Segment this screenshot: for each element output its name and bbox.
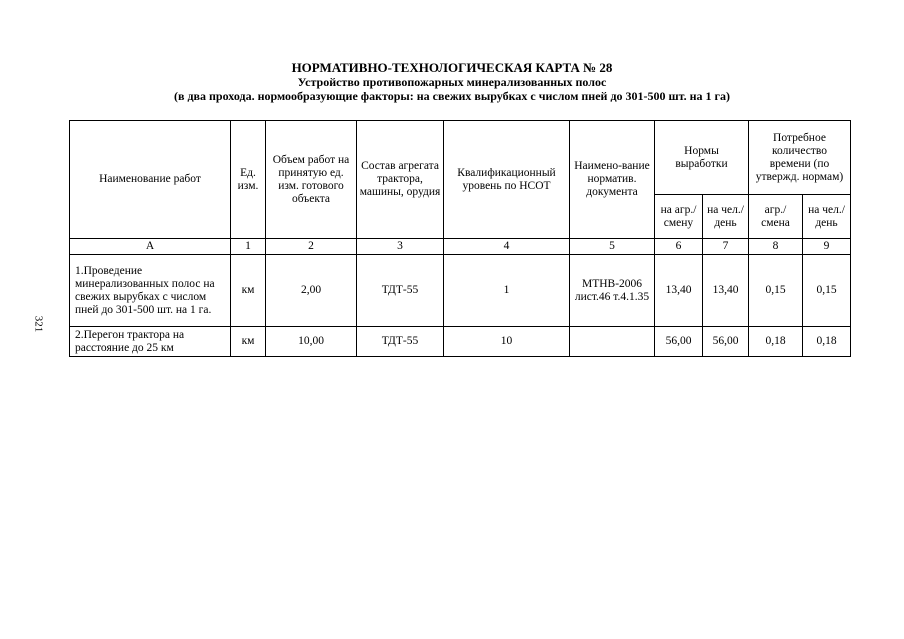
table-row	[70, 255, 851, 327]
header-norms: Нормы выработки	[655, 121, 749, 195]
column-number: 9	[803, 239, 851, 255]
row-document: МТНВ-2006 лист.46 т.4.1.35	[570, 255, 655, 327]
document-header	[0, 60, 904, 104]
column-number: А	[70, 239, 231, 255]
row-norm-person: 56,00	[703, 327, 749, 357]
table-row	[70, 327, 851, 357]
column-number: 7	[703, 239, 749, 255]
page-number: 321	[32, 315, 45, 333]
header-volume: Объем работ на принятую ед. изм. готового объекта	[266, 121, 357, 239]
row-name: 2.Перегон трактора на расстояние до 25 км	[70, 327, 231, 357]
row-qualification: 10	[444, 327, 570, 357]
column-number: 3	[357, 239, 444, 255]
row-qualification: 1	[444, 255, 570, 327]
header-unit-composition: Состав агрегата трактора, машины, орудия	[357, 121, 444, 239]
header-qualification: Квалификационный уровень по НСОТ	[444, 121, 570, 239]
row-time-person: 0,15	[803, 255, 851, 327]
header-time-person: на чел./ день	[803, 195, 851, 239]
document-subtitle: Устройство противопожарных минерализованных полос	[297, 75, 607, 89]
column-number-row	[70, 239, 851, 255]
column-number: 1	[231, 239, 266, 255]
header-norms-person: на чел./ день	[703, 195, 749, 239]
row-time-person: 0,18	[803, 327, 851, 357]
row-norm-person: 13,40	[703, 255, 749, 327]
row-time-agr: 0,18	[749, 327, 803, 357]
header-norms-agr: на агр./ смену	[655, 195, 703, 239]
column-number: 2	[266, 239, 357, 255]
column-number: 4	[444, 239, 570, 255]
row-time-agr: 0,15	[749, 255, 803, 327]
header-unit: Ед. изм.	[231, 121, 266, 239]
row-unit: км	[231, 255, 266, 327]
row-machine: ТДТ-55	[357, 255, 444, 327]
row-norm-agr: 56,00	[655, 327, 703, 357]
document-title: НОРМАТИВНО-ТЕХНОЛОГИЧЕСКАЯ КАРТА № 28	[291, 60, 613, 75]
column-number: 5	[570, 239, 655, 255]
header-document: Наимено-вание норматив. документа	[570, 121, 655, 239]
column-number: 8	[749, 239, 803, 255]
row-machine: ТДТ-55	[357, 327, 444, 357]
row-norm-agr: 13,40	[655, 255, 703, 327]
row-volume: 10,00	[266, 327, 357, 357]
column-number: 6	[655, 239, 703, 255]
row-document	[570, 327, 655, 357]
row-name: 1.Проведение минерализованных полос на свежих вырубках с числом пней до 301-500 шт. на 1 га.	[70, 255, 231, 327]
document-conditions: (в два прохода. нормообразующие факторы: на свежих вырубках с числом пней до 301-500 шт. на 1 га)	[173, 89, 730, 103]
header-name: Наименование работ	[70, 121, 231, 239]
header-time-agr: агр./ смена	[749, 195, 803, 239]
norms-table	[69, 120, 851, 357]
row-volume: 2,00	[266, 255, 357, 327]
row-unit: км	[231, 327, 266, 357]
header-time: Потребное количество времени (по утвержд. нормам)	[749, 121, 851, 195]
